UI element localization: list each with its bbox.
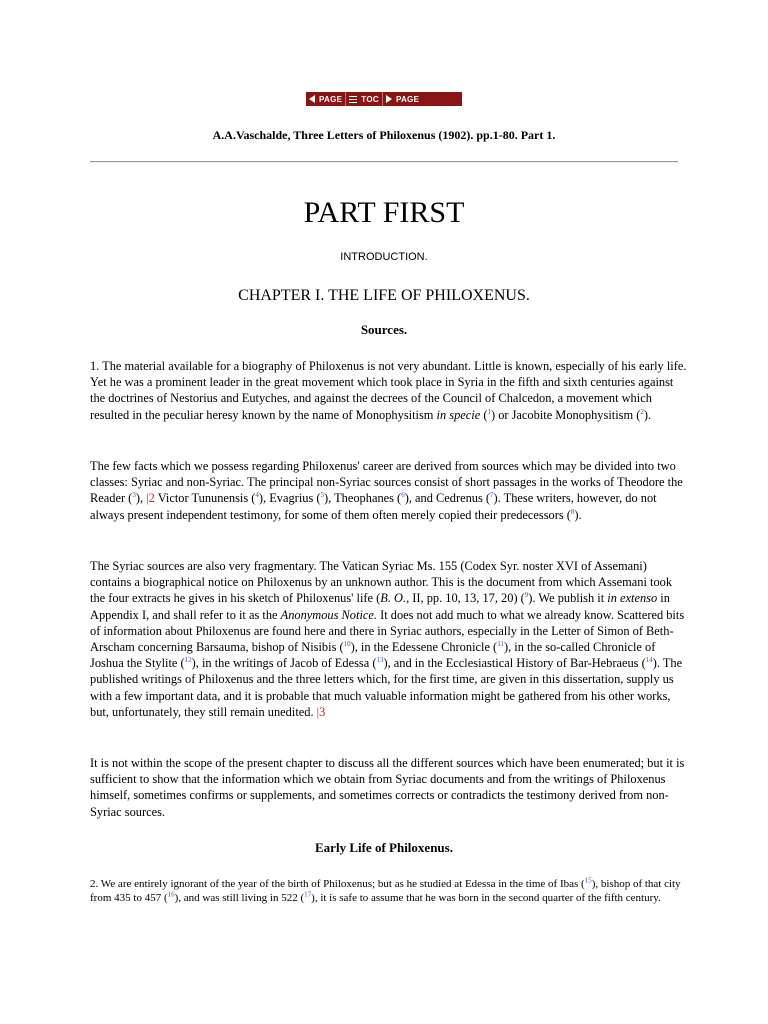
text: , II, pp. 10, 13, 17, 20) ( [406, 591, 525, 606]
italic-text: B. O. [380, 591, 407, 606]
text: The few facts which we possess regarding Philoxenus' career are derived from sources which may be divided into two classes: Syriac and non-Syriac. The principal non-Syriac sources consist of short passages in the works of Theodore the Reader ( [90, 459, 683, 506]
text: 2. We are entirely ignorant of the year of the birth of Philoxenus; but as he studied at Edessa in the time of Ibas ( [90, 878, 585, 890]
footnote-link-16[interactable]: 16 [167, 890, 175, 899]
footnote-link-11[interactable]: 11 [497, 639, 504, 648]
text: ), Evagrius ( [258, 491, 321, 506]
paragraph-4 [90, 755, 690, 820]
text: ). These writers, however, do not always present independent testimony, for some of them often merely copied their predecessors ( [90, 491, 657, 522]
horizontal-divider [90, 161, 678, 163]
chapter-title: CHAPTER I. THE LIFE OF PHILOXENUS. [238, 287, 530, 304]
text: ). [643, 407, 652, 422]
text: 1. The material available for a biography of Philoxenus is not very abundant. Little is known, especially of his early life. Yet he was a prominent leader in the great movement which took place in Syria in the fifth and sixth centuries against the doctrines of Nestorius and Eutyches, and against the decrees of the Council of Chalcedon, a movement which resulted in the peculiar heresy known by the name of Monophysitism [90, 359, 687, 422]
footnote-link-2[interactable]: 2 [640, 407, 644, 416]
footnote-link-13[interactable]: 13 [376, 656, 384, 665]
footnote-link-8[interactable]: 8 [570, 507, 575, 516]
text: It does not add much to what we already know. Scattered bits of information about Philoxenus are found here and there in Syriac authors, especially in the Letter of Simon of Beth-Arscham concerning Barsauma, bishop of Nisibis ( [90, 607, 685, 655]
early-life-heading: Early Life of Philoxenus. [315, 840, 453, 855]
footnote-link-17[interactable]: 17 [304, 890, 312, 899]
text: ), in the so-called Chronicle of Joshua the Stylite ( [90, 640, 656, 671]
paragraph-3 [90, 558, 690, 720]
arrow-left-icon [309, 95, 315, 103]
footnote-link-10[interactable]: 10 [343, 639, 351, 648]
text: It is not within the scope of the present chapter to discuss all the different sources which have been enumerated; but it is sufficient to show that the information which we obtain from Syriac documents and from the writings of Philoxenus himself, sometimes confirms or supplements, and sometimes corrects or contradicts the testimony derived from non-Syriac sources. [90, 756, 685, 819]
citation-line: A.A.Vaschalde, Three Letters of Philoxenus (1902). pp.1-80. Part 1. [212, 128, 556, 142]
text: ( [480, 407, 488, 422]
text: ). [574, 507, 582, 522]
paragraph-2 [90, 458, 690, 523]
next-page-label: PAGE [395, 94, 420, 104]
footnote-link-6[interactable]: 6 [401, 491, 405, 500]
italic-text: Anonymous Notice. [280, 607, 377, 622]
footnote-link-3[interactable]: 3 [132, 491, 136, 500]
footnote-link-1[interactable]: 1 [487, 407, 491, 416]
table-of-contents-button[interactable] [345, 92, 382, 106]
part-title: PART FIRST [303, 196, 465, 229]
next-page-button[interactable] [382, 92, 422, 106]
text: ), in the Edessene Chronicle ( [350, 640, 498, 655]
text: ) or Jacobite Monophysitism ( [490, 407, 641, 422]
text: ), Theophanes ( [324, 491, 402, 506]
text: ), and was still living in 522 ( [174, 892, 305, 904]
footnote-link-7[interactable]: 7 [490, 491, 494, 500]
footnote-link-4[interactable]: 4 [255, 491, 259, 500]
footnote-link-15[interactable]: 15 [584, 876, 592, 885]
previous-page-label: PAGE [319, 94, 343, 104]
footnote-link-12[interactable]: 12 [184, 656, 192, 665]
text: ), and in the Ecclesiastical History of Bar-Hebraeus ( [383, 656, 646, 671]
text: ), in the writings of Jacob of Edessa ( [191, 656, 377, 671]
list-icon [349, 96, 357, 103]
page-marker-3[interactable]: |3 [316, 704, 326, 719]
text: ), and Cedrenus ( [404, 491, 491, 506]
footnote-link-14[interactable]: 14 [645, 656, 653, 665]
text: ), [135, 491, 147, 506]
text: ), bishop of that city from 435 to 457 ( [90, 878, 681, 904]
text: ). We publish it [528, 591, 608, 606]
arrow-right-icon [386, 95, 392, 103]
footnote-link-9[interactable]: 9 [524, 591, 529, 600]
italic-text: in specie [436, 407, 481, 422]
previous-page-button[interactable] [306, 92, 345, 106]
text: ). The published writings of Philoxenus and the three letters which, for the first time, are given in this dissertation, supply us with a few important data, and it is probable that much valuable information might be gathered from his other works, but, unfortunately, they still remain unedited. [90, 656, 683, 719]
footnote-link-5[interactable]: 5 [320, 491, 324, 500]
text: in Appendix I, and shall refer to it as the [90, 591, 670, 622]
paragraph-1 [90, 358, 690, 423]
text: ), it is safe to assume that he was born in the second quarter of the fifth century. [311, 892, 661, 904]
paragraph-5 [90, 877, 690, 905]
italic-text: in extenso [607, 591, 658, 606]
text: Victor Tununensis ( [154, 491, 256, 506]
introduction-label: INTRODUCTION. [340, 251, 428, 263]
page-marker-2[interactable]: |2 [146, 491, 155, 506]
text: The Syriac sources are also very fragmentary. The Vatican Syriac Ms. 155 (Codex Syr. noster XVI of Assemani) contains a biographical notice on Philoxenus by an unknown author. This is the document from which Assemani took the four extracts he gives in his sketch of Philoxenus' life ( [90, 559, 673, 606]
toc-label: TOC [361, 94, 379, 104]
page-navigation-bar [306, 92, 462, 106]
sources-heading: Sources. [360, 322, 408, 337]
